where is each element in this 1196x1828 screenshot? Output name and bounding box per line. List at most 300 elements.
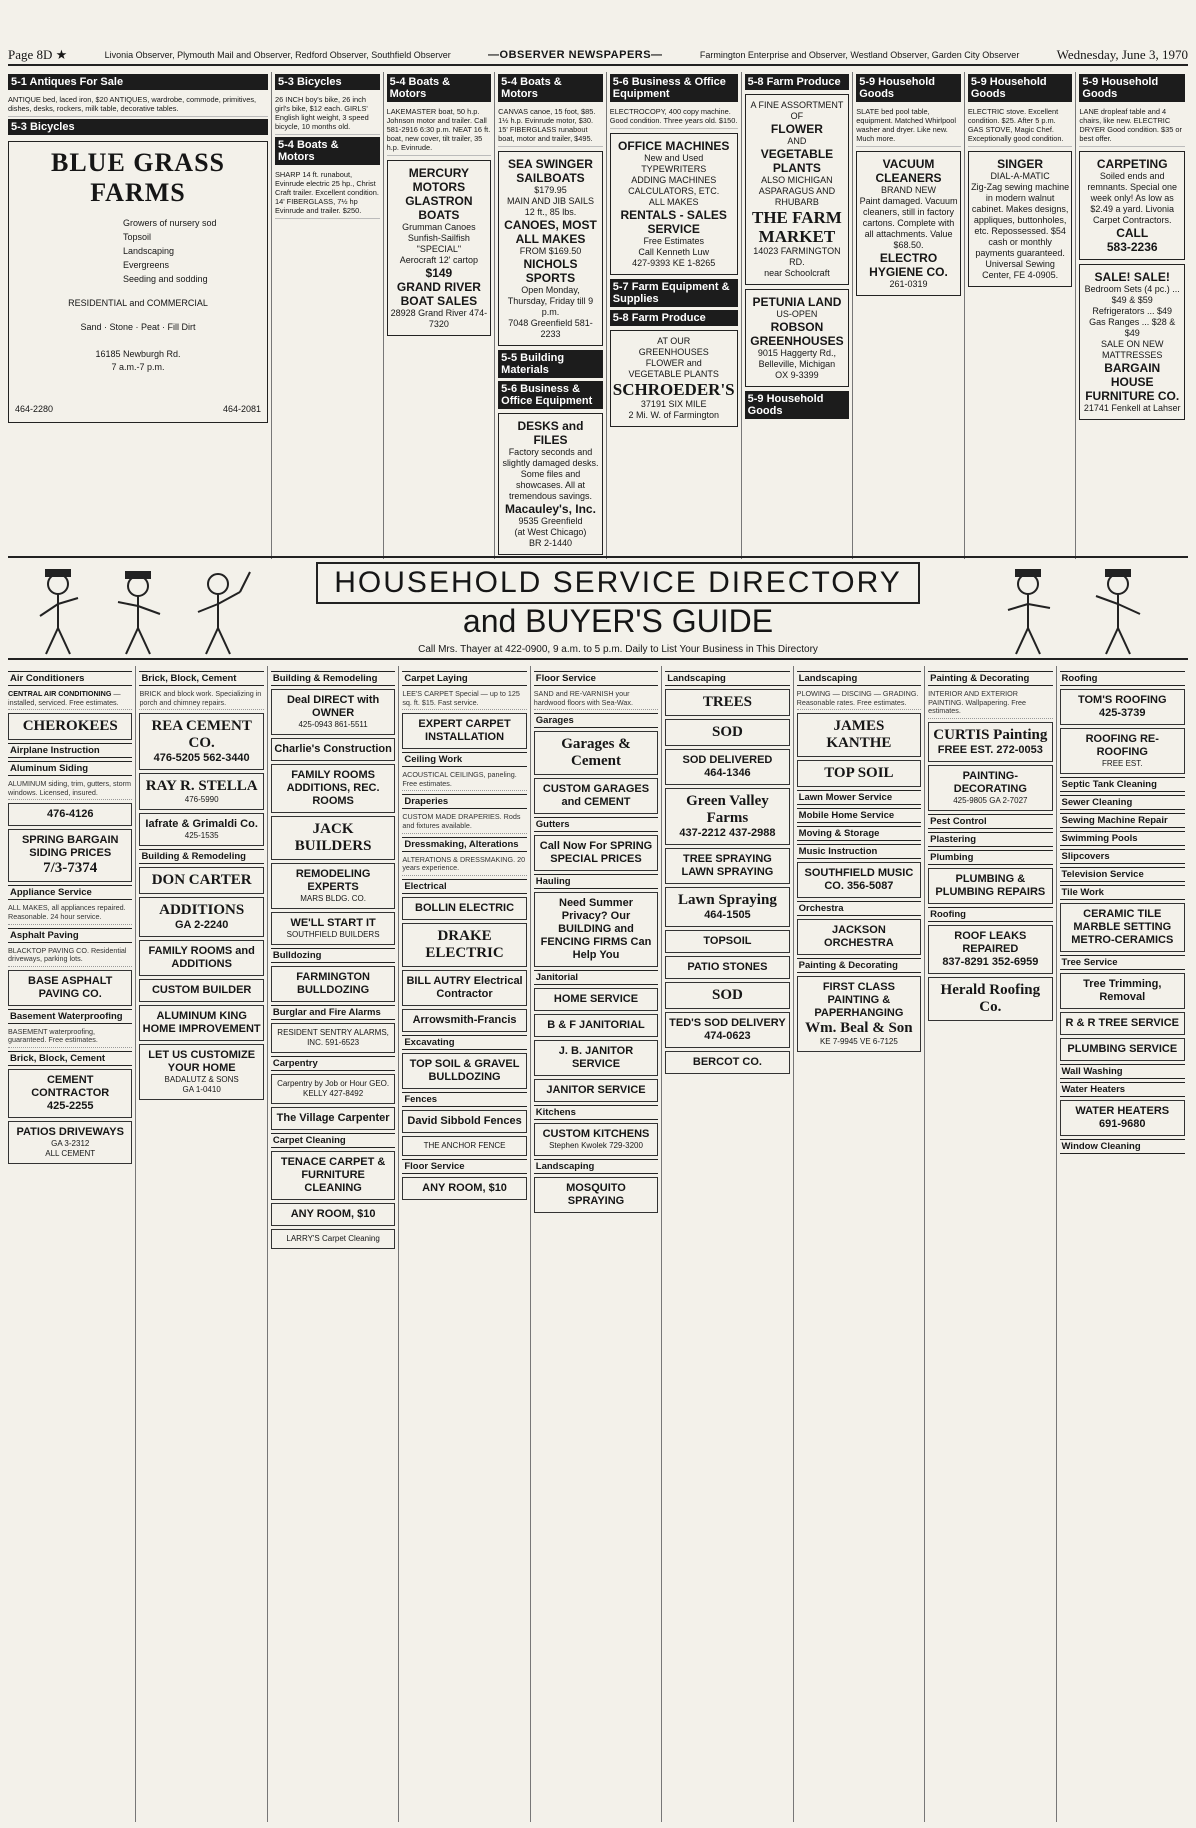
ad-line: 2 Mi. W. of Farmington xyxy=(628,410,719,420)
display-ad xyxy=(797,976,921,1052)
ad-line: A FINE ASSORTMENT xyxy=(750,100,844,110)
petunia-land-ad xyxy=(745,289,850,387)
ad-line: Open Monday, Thursday, Friday till 9 p.m. xyxy=(507,285,594,317)
ad-line: BASE ASPHALT PAVING CO. xyxy=(28,974,113,1000)
masthead xyxy=(8,46,1188,66)
display-ad xyxy=(797,862,921,898)
ad-line: Grumman Canoes xyxy=(402,222,476,232)
display-ad xyxy=(8,829,132,882)
display-ad xyxy=(402,1177,526,1200)
phone: 464-2081 xyxy=(222,404,261,414)
category-heading: Floor Service xyxy=(534,671,658,686)
classified-ad: CANVAS canoe, 15 foot, $85. 1½ h.p. Evinrude motor, $30. 15' FIBERGLASS runabout boat, motor and trailer, $495. xyxy=(498,105,603,147)
ad-line: AND xyxy=(787,136,807,146)
category-heading: Floor Service xyxy=(402,1159,526,1174)
ad-title: BLUE GRASS xyxy=(51,148,225,177)
display-ad xyxy=(402,1110,526,1133)
ad-title: Green Valley Farms xyxy=(686,793,769,826)
ad-line: SALE ON NEW MATTRESSES xyxy=(1100,339,1164,360)
publisher-name: —OBSERVER NEWSPAPERS— xyxy=(488,49,663,61)
ad-line: 21741 Fenkell at Lahser xyxy=(1083,403,1181,413)
ad-title: WE'LL START IT xyxy=(290,917,376,929)
section-heading: 5-8 Farm Produce xyxy=(610,310,738,326)
ad-title: The Village Carpenter xyxy=(276,1112,390,1124)
ad-title: HOME SERVICE xyxy=(553,993,639,1006)
ad-line: VEGETABLE PLANTS xyxy=(628,369,719,379)
display-ad xyxy=(1060,1100,1185,1136)
display-ad xyxy=(8,970,132,1006)
ad-line: Zig-Zag sewing machine in modern walnut cabinet. Makes designs, appliques, buttonholes, etc. Repossessed. $54 cash or monthly payments guaranteed. Universal Sewing Center, FE 4-0905. xyxy=(971,182,1070,280)
display-ad xyxy=(271,689,395,735)
list-item: Growers of nursery sod xyxy=(123,218,217,228)
section-heading: 5-9 Household Goods xyxy=(968,74,1073,102)
ad-title: ANY ROOM, $10 xyxy=(422,1181,507,1194)
ad-title: TREE SPRAYING LAWN SPRAYING xyxy=(681,853,774,878)
schroeders-ad xyxy=(610,330,738,427)
ad-line: FROM $169.50 xyxy=(519,246,582,256)
ad-phone: 437-2212 437-2988 xyxy=(679,827,776,839)
ad-line: SOUTHFIELD BUILDERS xyxy=(286,930,380,939)
section-heading: 5-9 Household Goods xyxy=(856,74,961,102)
ad-title: TED'S SOD DELIVERY xyxy=(669,1017,786,1029)
category-heading: Building & Remodeling xyxy=(139,849,263,864)
workers-illustration-icon xyxy=(978,562,1178,658)
display-ad xyxy=(271,1203,395,1226)
category-heading: Appliance Service xyxy=(8,885,132,900)
ad-line: US-OPEN xyxy=(776,309,818,319)
ad-title: THE ANCHOR FENCE xyxy=(423,1140,506,1150)
address: 16185 Newburgh Rd. xyxy=(95,349,181,359)
ad-title: TENACE CARPET & FURNITURE CLEANING xyxy=(280,1156,386,1194)
category-heading: Television Service xyxy=(1060,867,1185,882)
farm-market-ad xyxy=(745,94,850,285)
display-ad xyxy=(928,925,1052,974)
ad-title: JANITOR SERVICE xyxy=(546,1084,646,1097)
ad-line: 28928 Grand River 474-7320 xyxy=(390,308,488,329)
category-heading: Tile Work xyxy=(1060,885,1185,900)
ad-title: FAMILY ROOMS and ADDITIONS xyxy=(148,945,255,971)
listing: CUSTOM MADE DRAPERIES. Rods and fixtures available. xyxy=(402,811,526,833)
ad-line: ADDING MACHINES xyxy=(631,175,717,185)
ad-line: FLOWER and xyxy=(645,358,702,368)
category-heading: Ceiling Work xyxy=(402,752,526,767)
classifieds-upper xyxy=(8,72,1188,550)
carpeting-ad xyxy=(1079,151,1185,260)
display-ad xyxy=(534,988,658,1011)
ad-phone: 425-0943 861-5511 xyxy=(298,720,368,729)
display-ad xyxy=(928,722,1052,762)
ad-title: R & R TREE SERVICE xyxy=(1065,1017,1180,1029)
ad-title: DON CARTER xyxy=(151,872,252,889)
ad-line: $179.95 xyxy=(534,185,567,195)
display-ad xyxy=(928,977,1052,1021)
listing: ACOUSTICAL CEILINGS, paneling. Free estimates. xyxy=(402,769,526,791)
display-ad xyxy=(534,731,658,775)
classified-ad: LANE dropleaf table and 4 chairs, like new. ELECTRIC DRYER Good condition. $35 or best offer. xyxy=(1079,105,1185,147)
category-heading: Hauling xyxy=(534,874,658,889)
dir-col-4 xyxy=(402,666,530,1822)
ad-title: PAINTING-DECORATING xyxy=(953,769,1027,795)
display-ad xyxy=(665,1012,789,1048)
col-farm-produce xyxy=(745,72,854,559)
classified-ad: LAKEMASTER boat, 50 h.p. Johnson motor and trailer. Call 581-2916 6:30 p.m. NEAT 16 ft. boat, new cover, tilt trailer, 35 h.p. Evinrude. xyxy=(387,105,492,156)
ad-title: PATIO STONES xyxy=(687,961,768,973)
service-list xyxy=(123,216,263,286)
ad-title: REA CEMENT CO. xyxy=(151,718,252,752)
display-ad xyxy=(402,1053,526,1089)
ad-line: VACUUM CLEANERS xyxy=(875,157,942,185)
category-heading: Moving & Storage xyxy=(797,826,921,841)
category-heading: Septic Tank Cleaning xyxy=(1060,777,1185,792)
category-heading: Landscaping xyxy=(665,671,789,686)
ad-line: OF xyxy=(790,111,804,121)
ad-title: FARMINGTON BULLDOZING xyxy=(296,971,370,996)
ad-phone: 476-5990 xyxy=(184,795,219,805)
display-ad xyxy=(534,892,658,967)
col-household-3 xyxy=(1079,72,1188,559)
ad-line: 476-4126 xyxy=(46,808,94,821)
ad-line: CALL xyxy=(1116,226,1149,240)
display-ad xyxy=(797,919,921,955)
ad-line: ALSO MICHIGAN ASPARAGUS AND RHUBARB xyxy=(758,175,836,207)
ad-phone: 464-1346 xyxy=(704,767,751,779)
page-number: Page 8D ★ xyxy=(8,47,68,62)
ad-phone: KE 7-9945 VE 6-7125 xyxy=(819,1037,898,1047)
category-heading: Carpentry xyxy=(271,1056,395,1071)
ad-title: CUSTOM BUILDER xyxy=(151,984,252,997)
ad-title: BERCOT CO. xyxy=(692,1056,762,1068)
cartoon-workers-left xyxy=(8,558,268,658)
workers-illustration-icon xyxy=(18,562,258,658)
category-heading: Burglar and Fire Alarms xyxy=(271,1005,395,1020)
ad-title: SOD xyxy=(712,724,743,740)
ad-title: Charlie's Construction xyxy=(274,743,392,755)
display-ad xyxy=(271,816,395,860)
ad-line: New and Used xyxy=(644,153,704,163)
bluegrass-farms-ad xyxy=(8,141,268,423)
display-ad xyxy=(139,897,263,937)
ad-phone: 425-2255 xyxy=(46,1099,94,1112)
ad-line: FURNITURE CO. xyxy=(1085,389,1180,403)
ad-title: ADDITIONS xyxy=(159,902,245,919)
ad-title: Arrowsmith-Francis xyxy=(412,1013,517,1026)
ad-phone: GA 3-2312 xyxy=(51,1138,90,1148)
display-ad xyxy=(8,803,132,826)
ad-line: SERVICE xyxy=(647,222,700,236)
display-ad xyxy=(665,788,789,845)
ad-phone: 464-1505 xyxy=(704,909,751,921)
ad-line: ALL MAKES xyxy=(648,197,699,207)
ad-title: ROOF LEAKS REPAIRED xyxy=(954,929,1027,955)
category-heading: Airplane Instruction xyxy=(8,743,132,758)
ad-price: $149 xyxy=(425,266,453,280)
ad-line: near Schoolcraft xyxy=(764,268,830,278)
ad-phone: 7/3-7374 xyxy=(43,860,98,877)
display-ad xyxy=(928,765,1052,811)
ad-line: BRAND NEW xyxy=(881,185,937,195)
ad-line: Factory seconds and slightly damaged desks. Some files and showcases. All at tremendous savings. xyxy=(502,447,599,501)
banner-title-box xyxy=(268,562,968,655)
display-ad xyxy=(271,1151,395,1200)
mercury-motors-ad xyxy=(387,160,492,336)
category-heading: Window Cleaning xyxy=(1060,1139,1185,1154)
ad-line: 37191 SIX MILE xyxy=(640,399,707,409)
ad-title: EXPERT CARPET INSTALLATION xyxy=(418,718,511,744)
section-heading: 5-9 Household Goods xyxy=(1079,74,1185,102)
ad-line: BOAT SALES xyxy=(400,294,478,308)
ad-title: ROOFING RE-ROOFING xyxy=(1085,733,1159,758)
office-machines-ad xyxy=(610,133,738,275)
ad-line: Free Estimates xyxy=(643,236,704,246)
category-heading: Slipcovers xyxy=(1060,849,1185,864)
category-heading: Aluminum Siding xyxy=(8,761,132,776)
classified-ad: ELECTROCOPY, 400 copy machine. Good condition. Three years old. $150. xyxy=(610,105,738,129)
directory-title: HOUSEHOLD SERVICE DIRECTORY xyxy=(316,562,919,604)
display-ad xyxy=(1060,1012,1185,1035)
display-ad xyxy=(139,713,263,770)
display-ad xyxy=(271,738,395,761)
ad-line: Belleville, Michigan xyxy=(758,359,836,369)
classified-ad: SLATE bed pool table, equipment. Matched Whirlpool washer and dryer. Like new. Much more. xyxy=(856,105,961,147)
ad-title: Tree Trimming, Removal xyxy=(1083,978,1162,1003)
ad-phone: GA 1-0410 xyxy=(182,1085,221,1095)
ad-title: LET US CUSTOMIZE YOUR HOME xyxy=(148,1049,256,1075)
ad-line: 261-0319 xyxy=(889,279,928,289)
col-household-2 xyxy=(968,72,1077,559)
category-heading: Swimming Pools xyxy=(1060,831,1185,846)
ad-title: SOD xyxy=(712,987,743,1003)
ad-title: TOPSOIL xyxy=(703,935,752,947)
display-ad xyxy=(665,848,789,884)
ad-line: FLOWER xyxy=(770,122,823,136)
issue-date: Wednesday, June 3, 1970 xyxy=(1056,47,1188,62)
display-ad xyxy=(928,868,1052,904)
display-ad xyxy=(271,1229,395,1249)
category-heading: Fences xyxy=(402,1092,526,1107)
materials-line: Sand · Stone · Peat · Fill Dirt xyxy=(80,322,196,332)
category-heading: Water Heaters xyxy=(1060,1082,1185,1097)
listing: BLACKTOP PAVING CO. Residential driveways, parking lots. xyxy=(8,945,132,967)
ad-line: TYPEWRITERS xyxy=(641,164,707,174)
display-ad xyxy=(534,835,658,871)
ad-phone: 837-8291 352-6959 xyxy=(942,955,1039,968)
ad-line: ALL CEMENT xyxy=(45,1148,96,1158)
cartoon-workers-right xyxy=(968,558,1188,658)
classified-ad: ELECTRIC stove. Excellent condition. $25. After 5 p.m. GAS STOVE, Magic Chef. Exceptionally good condition. xyxy=(968,105,1073,147)
category-heading: Electrical xyxy=(402,879,526,894)
display-ad xyxy=(534,1123,658,1156)
category-heading: Roofing xyxy=(928,907,1052,922)
ad-phone: Stephen Kwolek 729-3200 xyxy=(549,1141,643,1151)
vacuum-cleaners-ad xyxy=(856,151,961,296)
display-ad xyxy=(271,863,395,909)
display-ad xyxy=(534,1079,658,1102)
ad-line: 14023 FARMINGTON RD. xyxy=(753,246,841,267)
ad-line: SALE! SALE! xyxy=(1094,270,1170,284)
display-ad xyxy=(797,713,921,757)
listing: INTERIOR AND EXTERIOR PAINTING. Wallpapering. Free estimates. xyxy=(928,688,1052,719)
ad-title: THE FARM xyxy=(751,208,842,227)
category-heading: Landscaping xyxy=(534,1159,658,1174)
section-heading: 5-6 Business & Office Equipment xyxy=(610,74,738,102)
category-heading: Plastering xyxy=(928,832,1052,847)
ad-title: Herald Roofing Co. xyxy=(940,981,1041,1015)
ad-line: GLASTRON BOATS xyxy=(405,194,473,222)
ad-title: JACKSON ORCHESTRA xyxy=(824,924,894,950)
category-heading: Lawn Mower Service xyxy=(797,790,921,805)
section-heading: 5-4 Boats & Motors xyxy=(498,74,603,102)
category-heading: Garages xyxy=(534,713,658,728)
ad-title: TOM'S ROOFING xyxy=(1077,694,1167,706)
display-ad xyxy=(402,923,526,967)
ad-phone: 691-9680 xyxy=(1099,1118,1146,1130)
list-item: Topsoil xyxy=(123,232,152,242)
ad-title: SOUTHFIELD MUSIC CO. 356-5087 xyxy=(804,867,914,893)
display-ad xyxy=(8,1121,132,1164)
display-ad xyxy=(665,749,789,785)
ad-line: "SPECIAL" xyxy=(416,244,462,254)
display-ad xyxy=(402,970,526,1006)
category-heading: Orchestra xyxy=(797,901,921,916)
ad-title: CUSTOM GARAGES and CEMENT xyxy=(542,783,650,809)
ad-line: PATIOS DRIVEWAYS xyxy=(16,1125,124,1138)
ad-line: Gas Ranges ... $28 & $49 xyxy=(1089,317,1176,338)
category-heading: Building & Remodeling xyxy=(271,671,395,686)
section-heading: 5-4 Boats & Motors xyxy=(387,74,492,102)
listing: BRICK and block work. Specializing in porch and chimney repairs. xyxy=(139,688,263,710)
section-heading: 5-9 Household Goods xyxy=(745,391,850,419)
ad-line: 7048 Greenfield 581-2233 xyxy=(508,318,593,339)
ad-title: CURTIS Painting xyxy=(933,726,1048,743)
phone: 464-2280 xyxy=(15,404,54,414)
ad-title: TOP SOIL & GRAVEL BULLDOZING xyxy=(409,1057,520,1083)
ad-title: TOP SOIL xyxy=(824,765,894,782)
ad-title: TREES xyxy=(702,694,753,710)
desks-files-ad xyxy=(498,413,603,555)
ad-title: Lawn Spraying xyxy=(678,892,777,908)
display-ad xyxy=(139,1044,263,1100)
ad-title: David Sibbold Fences xyxy=(407,1114,522,1127)
display-ad xyxy=(1060,689,1185,725)
service-directory xyxy=(8,666,1188,1822)
category-heading: Plumbing xyxy=(928,850,1052,865)
category-heading: Basement Waterproofing xyxy=(8,1009,132,1024)
ad-line: 9535 Greenfield xyxy=(518,516,583,526)
listing: PLOWING — DISCING — GRADING. Reasonable rates. Free estimates. xyxy=(797,688,921,710)
listing: BASEMENT waterproofing, guaranteed. Free estimates. xyxy=(8,1026,132,1048)
ad-line: OX 9-3399 xyxy=(775,370,819,380)
col-boats-1 xyxy=(387,72,496,559)
display-ad xyxy=(665,930,789,953)
display-ad xyxy=(271,764,395,813)
category-heading: Painting & Decorating xyxy=(928,671,1052,686)
category-heading: Carpet Cleaning xyxy=(271,1133,395,1148)
ad-line: AT OUR xyxy=(657,336,691,346)
ad-line: MAIN AND JIB SAILS xyxy=(506,196,594,206)
category-heading: Sewing Machine Repair xyxy=(1060,813,1185,828)
ad-line: VEGETABLE xyxy=(760,147,834,161)
ad-line: DESKS and FILES xyxy=(517,419,584,447)
residential-line: RESIDENTIAL and COMMERCIAL xyxy=(68,298,208,308)
papers-left: Livonia Observer, Plymouth Mail and Observer, Redford Observer, Southfield Observer xyxy=(104,50,451,60)
display-ad xyxy=(665,689,789,716)
dir-col-1 xyxy=(8,666,136,1822)
ad-phone: FREE EST. 272-0053 xyxy=(937,743,1043,756)
ad-title: CERAMIC TILE MARBLE SETTING xyxy=(1073,908,1172,933)
section-heading: 5-5 Building Materials xyxy=(498,350,603,378)
display-ad xyxy=(402,897,526,920)
display-ad xyxy=(534,1040,658,1076)
category-heading: Landscaping xyxy=(797,671,921,686)
display-ad xyxy=(665,719,789,746)
category-heading: Painting & Decorating xyxy=(797,958,921,973)
col-household-1 xyxy=(856,72,965,559)
ad-title: Wm. Beal & Son xyxy=(805,1020,913,1037)
ad-line: OFFICE MACHINES xyxy=(618,139,730,153)
ad-line: SPRING BARGAIN SIDING PRICES xyxy=(21,834,119,860)
ad-title: Need Summer Privacy? Our BUILDING and FENCING FIRMS Can Help You xyxy=(540,897,652,962)
ad-line: Macauley's, Inc. xyxy=(505,502,596,516)
ad-line: CANOES, MOST ALL MAKES xyxy=(504,218,597,246)
ad-phone: 476-5205 562-3440 xyxy=(153,752,250,765)
ad-line: 427-9393 KE 1-8265 xyxy=(632,258,716,268)
category-heading: Dressmaking, Alterations xyxy=(402,837,526,852)
category-heading: Sewer Cleaning xyxy=(1060,795,1185,810)
category-heading: Music Instruction xyxy=(797,844,921,859)
display-ad xyxy=(1060,903,1185,952)
ad-line: BADALUTZ & SONS xyxy=(164,1075,239,1085)
display-ad xyxy=(139,1005,263,1041)
category-heading: Draperies xyxy=(402,794,526,809)
ad-line: 583-2236 xyxy=(1106,240,1158,254)
display-ad xyxy=(139,979,263,1002)
dir-col-9 xyxy=(1060,666,1188,1822)
ad-line: Soiled ends and remnants. Special one week only! As low as $2.49 a yard. Livonia Carpet Contractors. xyxy=(1087,171,1177,225)
category-heading: Gutters xyxy=(534,817,658,832)
display-ad xyxy=(402,713,526,749)
classified-ad: ANTIQUE bed, laced iron, $20 ANTIQUES, wardrobe, commode, primitives, dishes, desks, rockers, milk table, decorative tables. xyxy=(8,93,268,117)
ad-line: RENTALS - SALES xyxy=(620,208,727,222)
ad-title: WATER HEATERS xyxy=(1075,1105,1170,1117)
display-ad xyxy=(665,887,789,927)
directory-banner xyxy=(8,556,1188,660)
ad-title: SCHROEDER'S xyxy=(612,380,735,399)
ad-title: LARRY'S Carpet Cleaning xyxy=(286,1234,380,1243)
ad-title: MARKET xyxy=(758,227,836,246)
ad-line: (at West Chicago) xyxy=(514,527,587,537)
ad-title: MOSQUITO SPRAYING xyxy=(566,1182,626,1208)
display-ad xyxy=(402,1009,526,1032)
ad-title: RAY R. STELLA xyxy=(145,778,258,795)
display-ad xyxy=(1060,973,1185,1009)
dir-col-3 xyxy=(271,666,399,1822)
ad-phone: GA 2-2240 xyxy=(174,919,229,932)
display-ad xyxy=(271,1074,395,1104)
ad-title: JACK BUILDERS xyxy=(294,821,372,854)
ad-phone: 425-1535 xyxy=(184,831,219,841)
ad-line: PLANTS xyxy=(772,161,821,175)
col-boats-2 xyxy=(498,72,607,559)
display-ad xyxy=(1060,1038,1185,1061)
listing: ALL MAKES, all appliances repaired. Reasonable. 24 hour service. xyxy=(8,902,132,924)
ad-line: 12 ft., 85 lbs. xyxy=(524,207,577,217)
section-heading: 5-8 Farm Produce xyxy=(745,74,850,90)
display-ad xyxy=(534,1177,658,1213)
ad-title: BOLLIN ELECTRIC xyxy=(415,901,515,914)
hours: 7 a.m.-7 p.m. xyxy=(111,362,165,372)
ad-line: GRAND RIVER xyxy=(396,280,481,294)
ad-title: B & F JANITORIAL xyxy=(547,1019,645,1032)
